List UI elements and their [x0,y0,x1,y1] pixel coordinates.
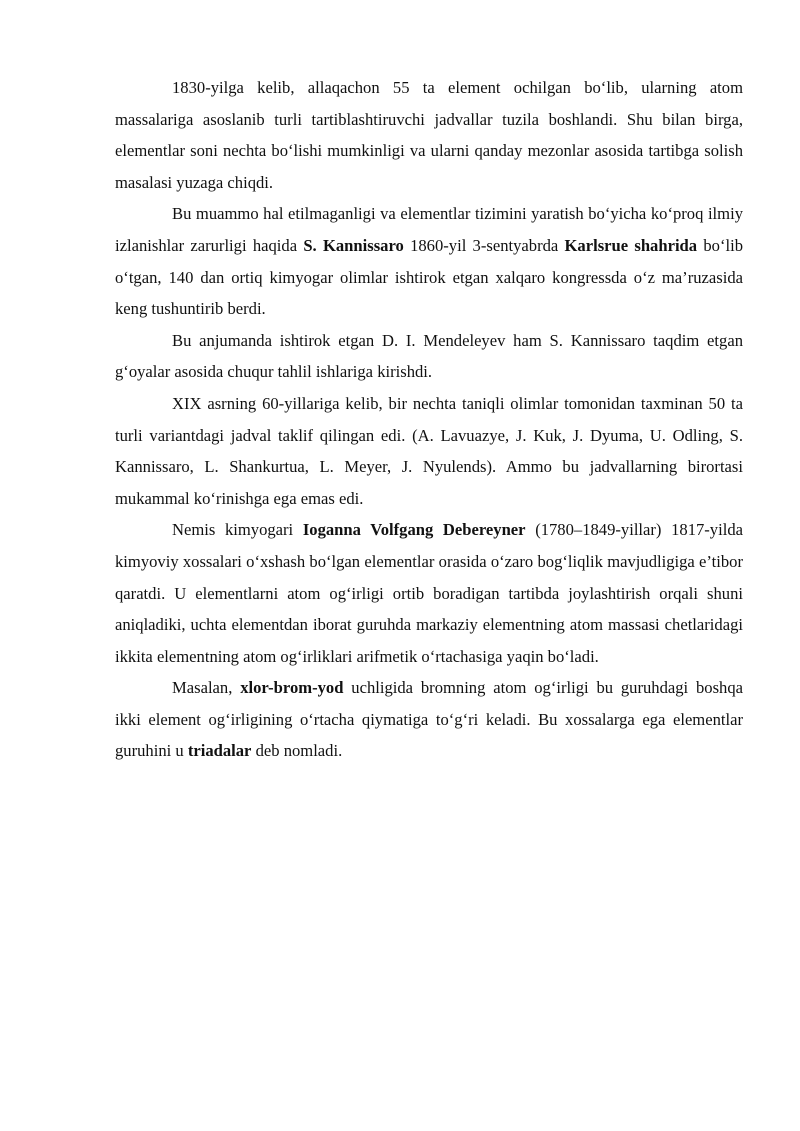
paragraph-1 [115,72,743,198]
bold-term-xlor-brom-yod: xlor-brom-yod [240,678,344,698]
bold-name-kannissaro: S. Kannissaro [303,235,404,255]
paragraph-text: Bu muammo hal etilmaganligi va elementlar tizimini yaratish bo‘yicha ko‘proq ilmiy izlanishlar zarurligi haqida [115,204,743,255]
paragraph-text: deb nomladi. [251,741,343,761]
bold-term-triadalar: triadalar [187,741,252,761]
document-body [115,72,743,767]
paragraph-text: 1830-yilga kelib, allaqachon 55 ta element ochilgan bo‘lib, ularning atom massalariga asoslanib turli tartiblashtiruvchi jadvallar tuzila boshlandi. Shu bilan birga, elementlar soni nechta bo‘lishi mumkinligi va ularni qanday mezonlar asosida tartibga solish masalasi yuzaga chiqdi. [115,78,743,192]
paragraph-text: bo‘lib o‘tgan, 140 dan ortiq kimyogar olimlar ishtirok etgan xalqaro kongressda o‘z ma’ruzasida keng tushuntirib berdi. [115,235,743,319]
bold-place-karlsrue: Karlsrue shahrida [564,235,698,255]
paragraph-text: (1780–1849-yillar) 1817-yilda kimyoviy xossalari o‘xshash bo‘lgan elementlar orasida o‘zaro bog‘liqlik mavjudligiga e’tibor qaratdi. U elementlarni atom og‘irligi ortib boradigan tartibda joylashtirish orqali shuni aniqladiki, uchta elementdan iborat guruhda markaziy elementning atom massasi chetlaridagi ikkita elementning atom og‘irliklari arifmetik o‘rtachasiga yaqin bo‘ladi. [115,520,743,666]
paragraph-2 [115,198,743,324]
bold-name-debereyner: Ioganna Volfgang Debereyner [302,520,526,540]
paragraph-text: Nemis kimyogari [172,520,303,540]
paragraph-6 [115,672,743,767]
paragraph-text: uchligida bromning atom og‘irligi bu guruhdagi boshqa ikki element og‘irligining o‘rtacha qiymatiga to‘g‘ri keladi. Bu xossalarga ega elementlar guruhini u [115,678,744,761]
paragraph-text: XIX asrning 60-yillariga kelib, bir nechta taniqli olimlar tomonidan taxminan 50 ta turli variantdagi jadval taklif qilingan edi. (A. Lavuazye, J. Kuk, J. Dyuma, U. Odling, S. Kannissaro, L. Shankurtua, L. Meyer, J. Nyulends). Ammo bu jadvallarning birortasi mukammal ko‘rinishga ega emas edi. [115,393,743,508]
paragraph-text: Masalan, [172,678,241,698]
paragraph-3 [115,325,743,388]
paragraph-5 [115,514,743,672]
paragraph-text: 1860-yil 3-sentyabrda [403,235,565,255]
paragraph-text: Bu anjumanda ishtirok etgan D. I. Mendeleyev ham S. Kannissaro taqdim etgan g‘oyalar asosida chuqur tahlil ishlariga kirishdi. [115,330,743,382]
paragraph-4 [115,388,743,514]
